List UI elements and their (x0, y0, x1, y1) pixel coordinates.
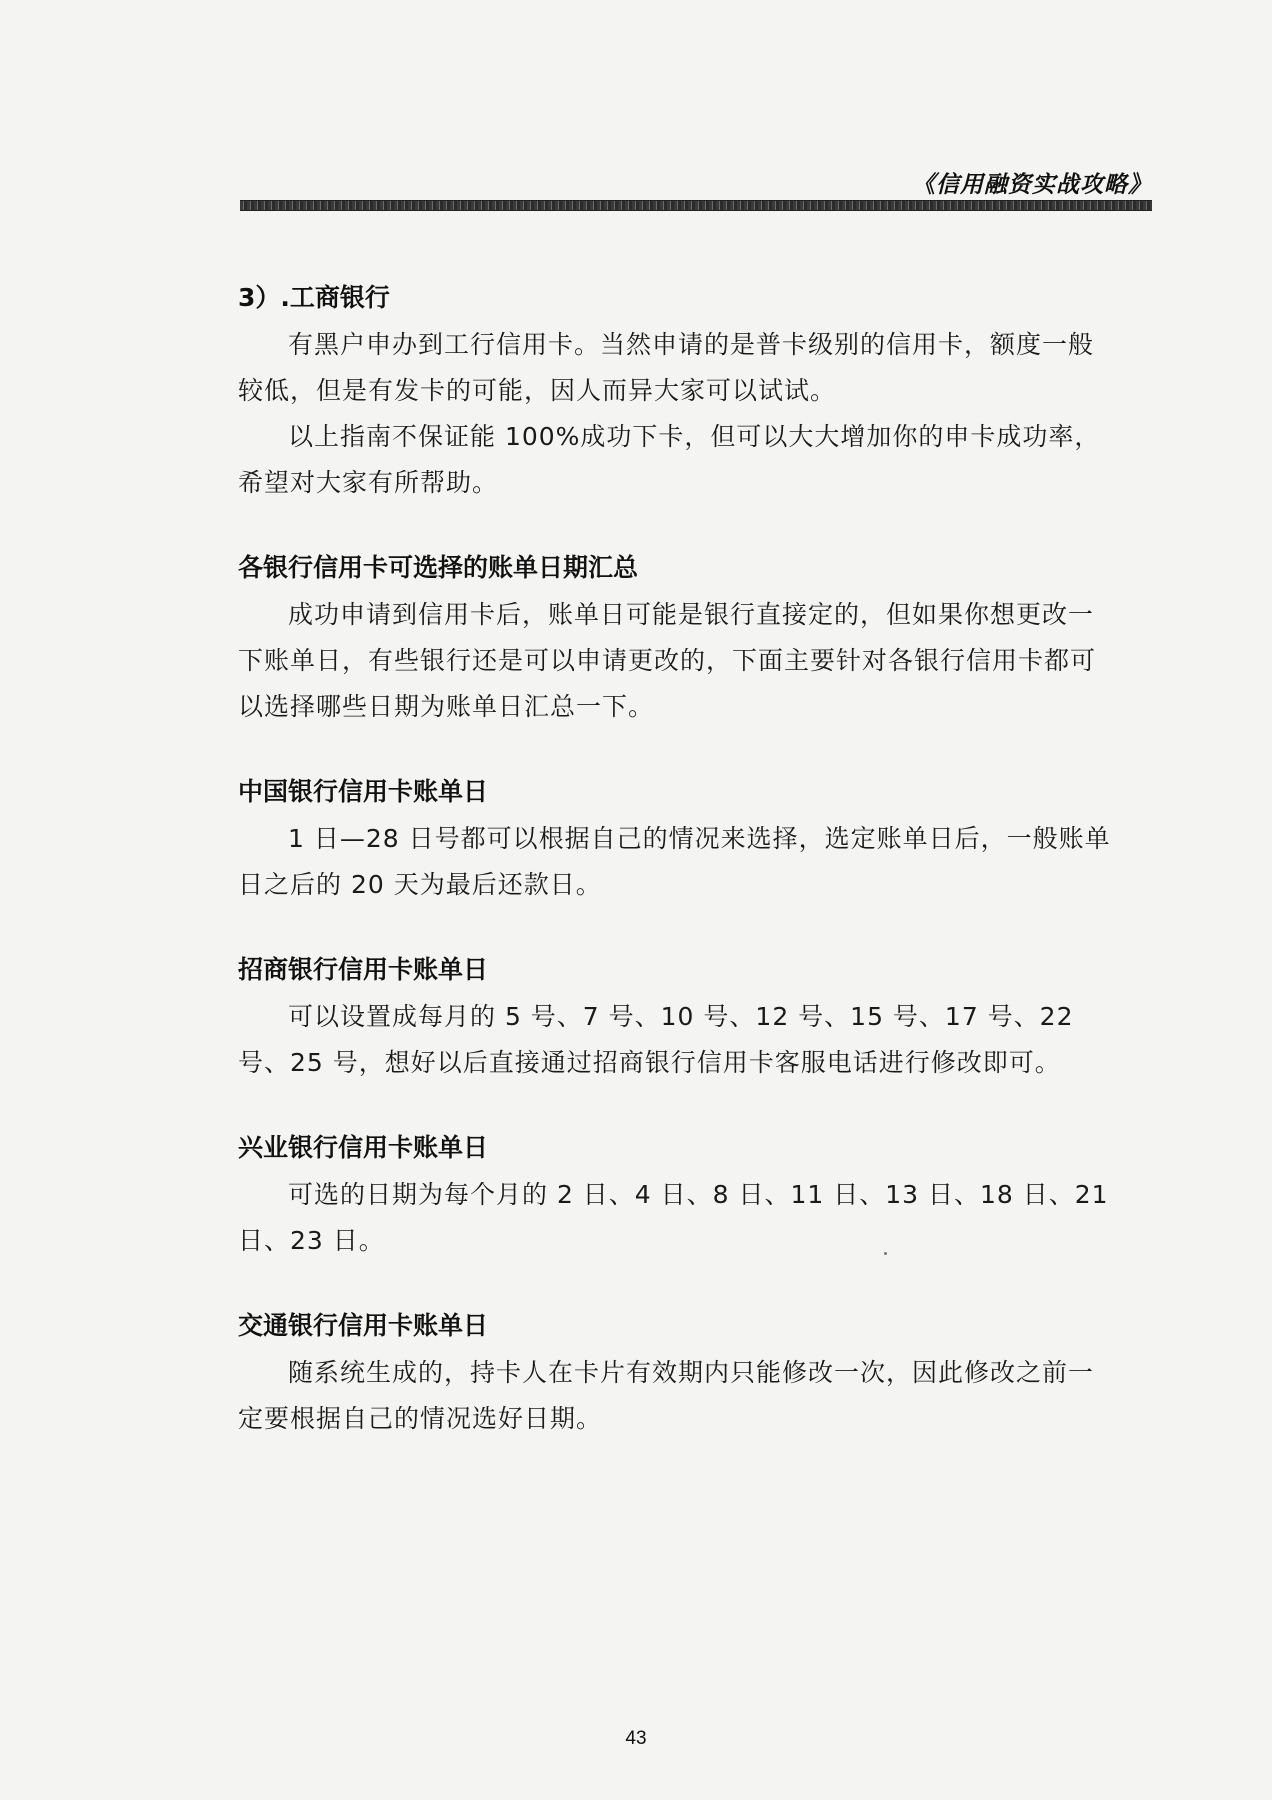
paragraph: 随系统生成的，持卡人在卡片有效期内只能修改一次，因此修改之前一定要根据自己的情况选好日期。 (238, 1358, 1095, 1433)
scan-speck (884, 1252, 887, 1255)
page-header (240, 150, 1152, 210)
section-heading: 各银行信用卡可选择的账单日期汇总 (238, 553, 639, 582)
paragraph: 有黑户申办到工行信用卡。当然申请的是普卡级别的信用卡，额度一般较低，但是有发卡的可能，因人而异大家可以试试。 (238, 330, 1095, 405)
book-title: 《信用融资实战攻略》 (912, 171, 1152, 198)
section-heading: 中国银行信用卡账单日 (238, 777, 489, 806)
section-cmb (238, 952, 1118, 1086)
section-bocom (238, 1308, 1118, 1442)
section-boc (238, 774, 1118, 908)
paragraph: 可选的日期为每个月的 2 日、4 日、8 日、11 日、13 日、18 日、21 日、23 日。 (238, 1180, 1109, 1255)
section-cib (238, 1130, 1118, 1264)
section-billing-date-summary (238, 550, 1118, 730)
page-content (238, 280, 1118, 1486)
section-heading: 兴业银行信用卡账单日 (238, 1133, 489, 1162)
page-number: 43 (625, 1728, 647, 1749)
section-heading: 3）.工商银行 (238, 283, 390, 312)
paragraph: 1 日—28 日号都可以根据自己的情况来选择，选定账单日后，一般账单日之后的 20 天为最后还款日。 (238, 824, 1111, 899)
section-heading: 招商银行信用卡账单日 (238, 955, 489, 984)
paragraph: 可以设置成每月的 5 号、7 号、10 号、12 号、15 号、17 号、22 号、25 号，想好以后直接通过招商银行信用卡客服电话进行修改即可。 (238, 1002, 1074, 1077)
paragraph: 以上指南不保证能 100%成功下卡，但可以大大增加你的申卡成功率，希望对大家有所帮助。 (238, 422, 1101, 497)
header-rule (240, 200, 1152, 211)
section-heading: 交通银行信用卡账单日 (238, 1311, 489, 1340)
paragraph: 成功申请到信用卡后，账单日可能是银行直接定的，但如果你想更改一下账单日，有些银行还是可以申请更改的，下面主要针对各银行信用卡都可以选择哪些日期为账单日汇总一下。 (238, 600, 1097, 721)
section-icbc (238, 280, 1118, 506)
